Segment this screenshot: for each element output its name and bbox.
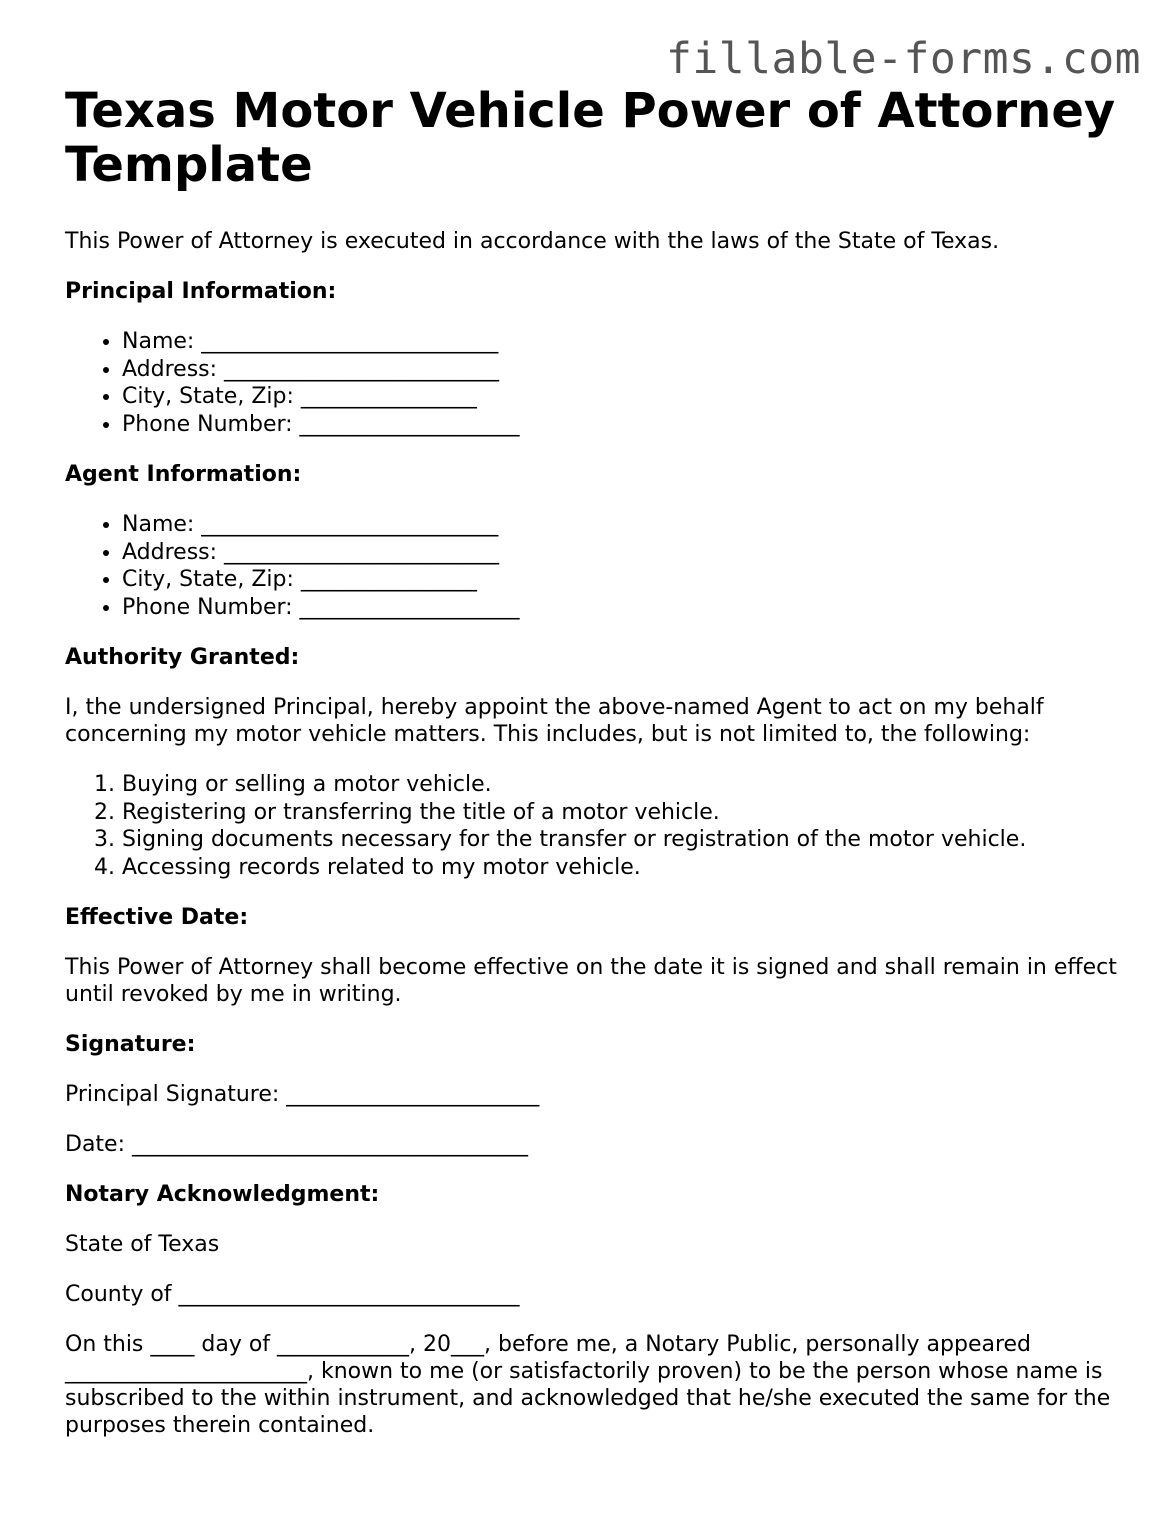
notary-county-field[interactable]: County of _______________________________ [65, 1282, 520, 1307]
notary-heading: Notary Acknowledgment: [65, 1182, 380, 1207]
page-title: Texas Motor Vehicle Power of Attorney Template [65, 83, 1116, 193]
principal-city-state-zip-field[interactable]: • City, State, Zip: ________________ [122, 383, 1125, 411]
principal-name-field[interactable]: • Name: ___________________________ [122, 328, 1125, 356]
intro-text: This Power of Attorney is executed in accordance with the laws of the State of Texas. [65, 229, 1000, 254]
authority-item: 1. Buying or selling a motor vehicle. [122, 771, 1125, 799]
authority-text: I, the undersigned Principal, hereby appoint the above-named Agent to act on my behalf concerning my motor vehicle matters. This includes, but is not limited to, the following: [65, 695, 1044, 747]
signature-heading: Signature: [65, 1032, 196, 1057]
watermark: fillable-forms.com [666, 34, 1141, 84]
principal-heading: Principal Information: [65, 279, 337, 304]
principal-signature-field[interactable]: Principal Signature: _______________________ [65, 1082, 540, 1107]
notary-state: State of Texas [65, 1232, 220, 1257]
authority-item: 3. Signing documents necessary for the transfer or registration of the motor vehicle. [122, 826, 1125, 854]
authority-item: 2. Registering or transferring the title of a motor vehicle. [122, 799, 1125, 827]
effective-date-text: This Power of Attorney shall become effective on the date it is signed and shall remain in effect until revoked by me in writing. [65, 955, 1117, 1007]
authority-heading: Authority Granted: [65, 645, 300, 670]
agent-name-field[interactable]: • Name: ___________________________ [122, 511, 1125, 539]
signature-date-field[interactable]: Date: ____________________________________ [65, 1132, 528, 1157]
principal-address-field[interactable]: • Address: _________________________ [122, 356, 1125, 384]
agent-fields [65, 511, 1125, 621]
authority-item: 4. Accessing records related to my motor vehicle. [122, 854, 1125, 882]
agent-phone-field[interactable]: • Phone Number: ____________________ [122, 594, 1125, 622]
notary-acknowledgment-text[interactable]: On this ____ day of ____________, 20___, before me, a Notary Public, personally appeared ______________________, known to me (or satisfactorily proven) to be the person whose name is subscribed to the within instrument, and acknowledged that he/she executed the same for the purposes therein contained. [65, 1332, 1111, 1438]
authority-list [65, 771, 1125, 881]
agent-heading: Agent Information: [65, 462, 302, 487]
principal-fields [65, 328, 1125, 438]
agent-address-field[interactable]: • Address: _________________________ [122, 539, 1125, 567]
document-body [65, 84, 1125, 1462]
principal-phone-field[interactable]: • Phone Number: ____________________ [122, 411, 1125, 439]
effective-date-heading: Effective Date: [65, 905, 249, 930]
agent-city-state-zip-field[interactable]: • City, State, Zip: ________________ [122, 566, 1125, 594]
